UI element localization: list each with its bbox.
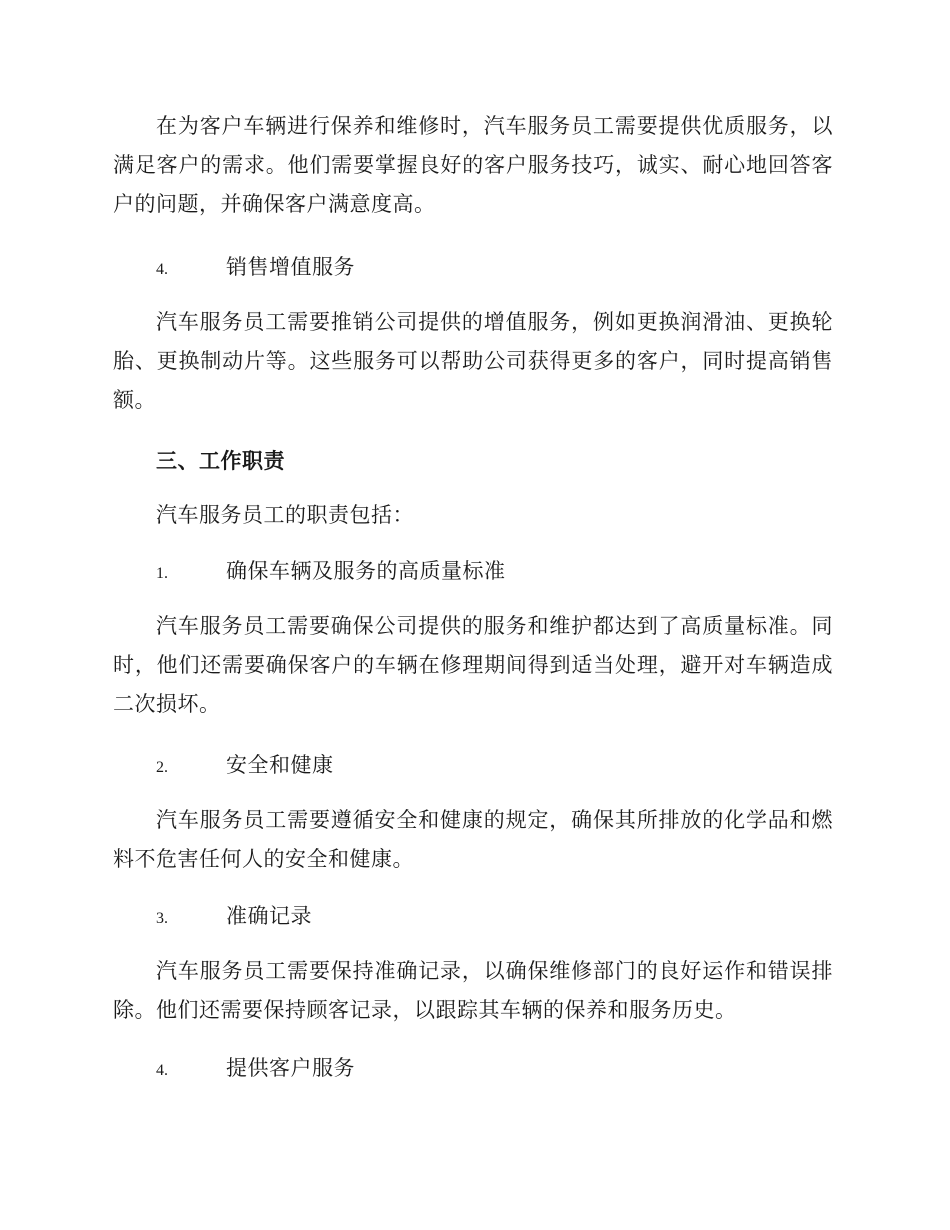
list-number: 2. [156,759,168,776]
list-item-records [156,901,312,934]
paragraph-customer-service: 在为客户车辆进行保养和维修时，汽车服务员工需要提供优质服务，以满足客户的需求。他们需要掌握良好的客户服务技巧，诚实、耐心地回答客户的问题，并确保客户满意度高。 [113,114,833,216]
list-item-provide-service [156,1053,355,1086]
list-item-sales [156,252,355,285]
paragraph-sales: 汽车服务员工需要推销公司提供的增值服务，例如更换润滑油、更换轮胎、更换制动片等。这些服务可以帮助公司获得更多的客户，同时提高销售额。 [113,310,833,412]
list-number: 1. [156,565,168,582]
list-item-quality [156,556,506,589]
list-number: 3. [156,910,168,927]
paragraph-safety: 汽车服务员工需要遵循安全和健康的规定，确保其所排放的化学品和燃料不危害任何人的安全和健康。 [113,808,833,871]
duties-intro: 汽车服务员工的职责包括： [156,503,414,527]
list-item-label: 销售增值服务 [226,255,355,279]
list-item-label: 准确记录 [226,904,312,928]
list-item-label: 提供客户服务 [226,1056,355,1080]
list-number: 4. [156,1062,168,1079]
section-heading-duties: 三、工作职责 [156,448,285,473]
list-number: 4. [156,261,168,278]
paragraph-records: 汽车服务员工需要保持准确记录，以确保维修部门的良好运作和错误排除。他们还需要保持顾客记录，以跟踪其车辆的保养和服务历史。 [113,959,833,1022]
list-item-label: 确保车辆及服务的高质量标准 [226,559,506,583]
list-item-safety [156,750,334,783]
list-item-label: 安全和健康 [226,753,334,777]
paragraph-quality: 汽车服务员工需要确保公司提供的服务和维护都达到了高质量标准。同时，他们还需要确保客户的车辆在修理期间得到适当处理，避开对车辆造成二次损坏。 [113,614,833,716]
